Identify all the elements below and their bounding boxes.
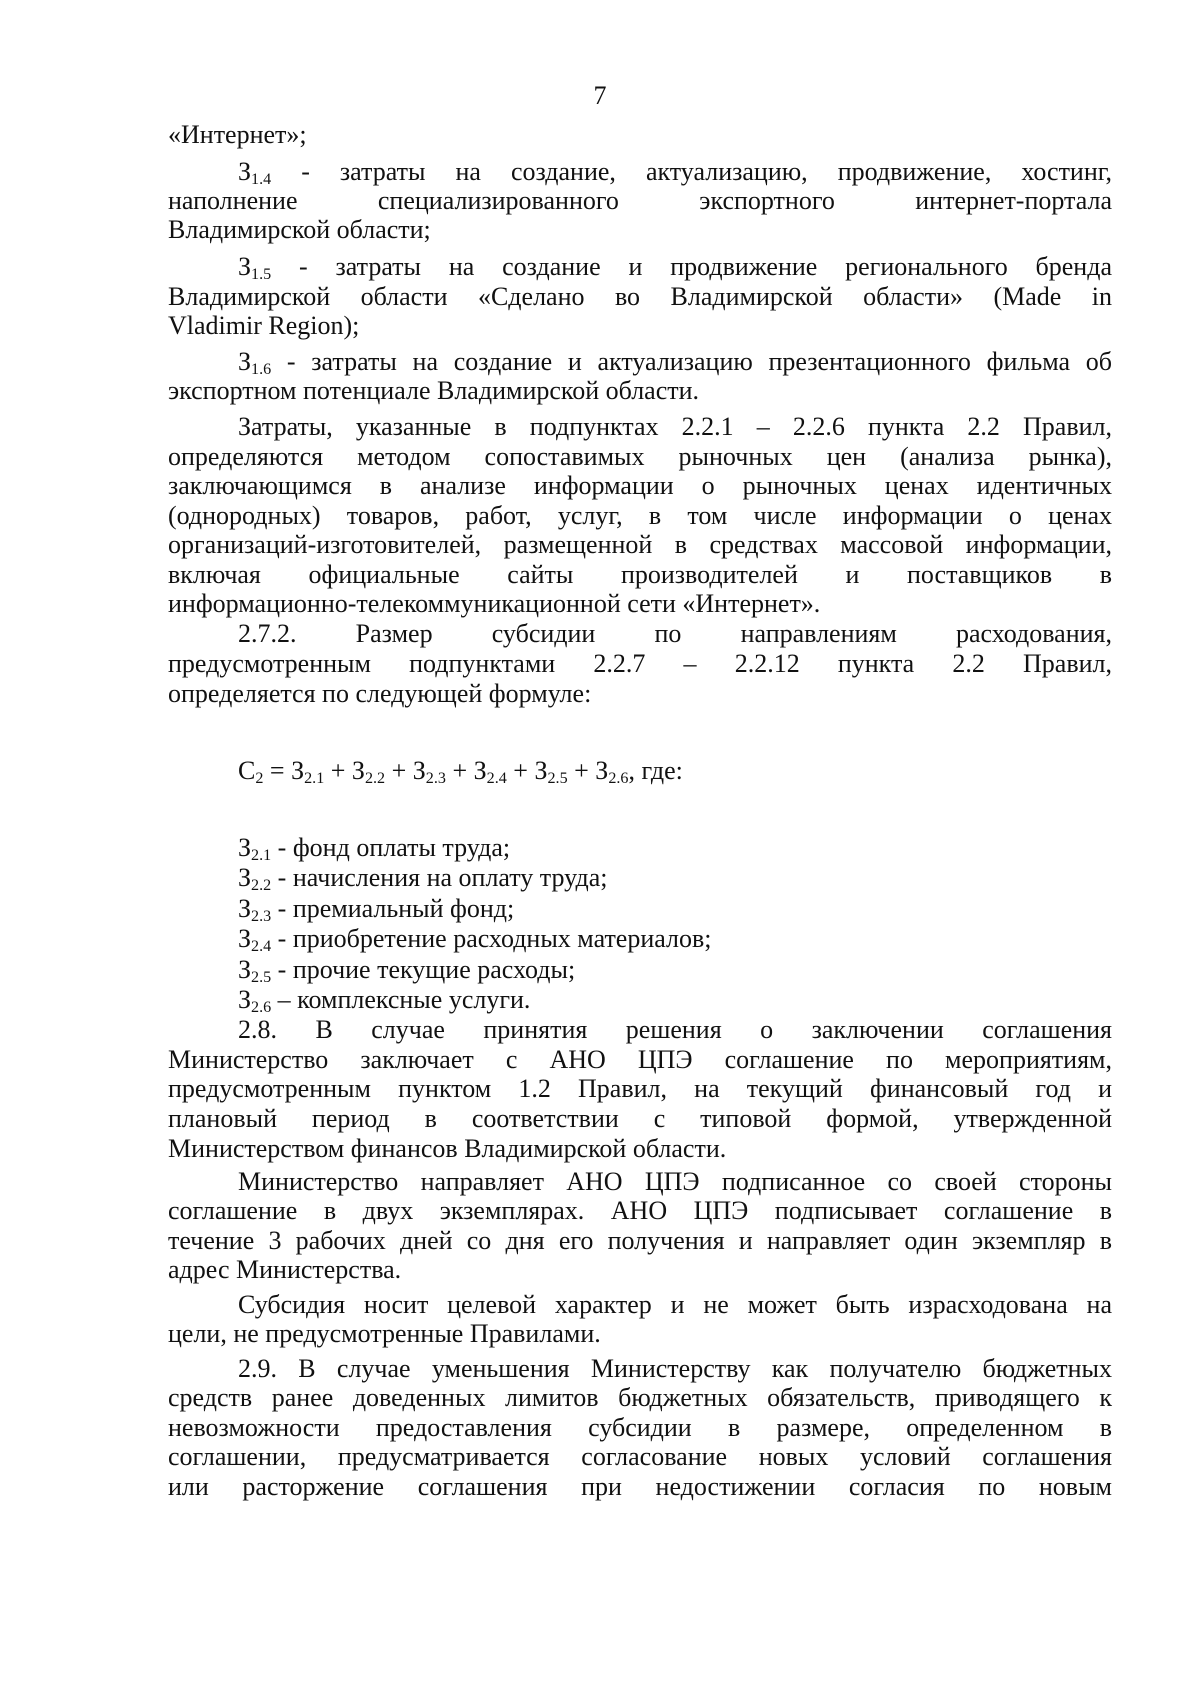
text-line: предусмотренным подпунктами 2.2.7 – 2.2.12 пункта 2.2 Правил, xyxy=(168,649,1112,678)
text-line: экспортном потенциале Владимирской области. xyxy=(168,376,700,405)
text-line: определяются методом сопоставимых рыночных цен (анализа рынка), xyxy=(168,442,1112,471)
text-line: $З_{2.5}$ - прочие текущие расходы; xyxy=(238,955,576,987)
text-line: 2.8. В случае принятия решения о заключении соглашения xyxy=(238,1015,1112,1044)
text-line: $З_{2.3}$ - премиальный фонд; xyxy=(238,894,515,926)
text-line: цели, не предусмотренные Правилами. xyxy=(168,1319,601,1348)
text-line: 2.7.2. Размер субсидии по направлениям расходования, xyxy=(238,619,1112,648)
text-line: плановый период в соответствии с типовой формой, утвержденной xyxy=(168,1104,1112,1133)
text-line: Владимирской области; xyxy=(168,215,431,244)
text-line: информационно-телекоммуникационной сети «Интернет». xyxy=(168,589,821,618)
text-line: $З_{2.6}$ – комплексные услуги. xyxy=(238,985,531,1017)
text-line: наполнение специализированного экспортного интернет-портала xyxy=(168,186,1112,215)
text-line: организаций-изготовителей, размещенной в средствах массовой информации, xyxy=(168,530,1112,559)
text-line: Vladimir Region); xyxy=(168,311,360,340)
text-line: включая официальные сайты производителей и поставщиков в xyxy=(168,560,1112,589)
formula: $С_2 = З_{2.1} + З_{2.2} + З_{2.3} + З_{2.4} + З_{2.5} + З_{2.6}$, где: xyxy=(238,756,683,788)
text-line: $З_{1.4}$ - затраты на создание, актуализацию, продвижение, хостинг, xyxy=(238,157,1112,189)
text-line: (однородных) товаров, работ, услуг, в том числе информации о ценах xyxy=(168,501,1112,530)
text-line: Затраты, указанные в подпунктах 2.2.1 – 2.2.6 пункта 2.2 Правил, xyxy=(238,412,1112,441)
text-line: Субсидия носит целевой характер и не может быть израсходована на xyxy=(238,1290,1112,1319)
text-line: «Интернет»; xyxy=(168,120,307,149)
text-line: определяется по следующей формуле: xyxy=(168,679,592,708)
text-line: течение 3 рабочих дней со дня его получения и направляет один экземпляр в xyxy=(168,1226,1112,1255)
text-line: $З_{1.6}$ - затраты на создание и актуализацию презентационного фильма об xyxy=(238,347,1112,379)
text-line: адрес Министерства. xyxy=(168,1255,402,1284)
text-line: Министерство направляет АНО ЦПЭ подписанное со своей стороны xyxy=(238,1167,1112,1196)
text-line: соглашение в двух экземплярах. АНО ЦПЭ подписывает соглашение в xyxy=(168,1196,1112,1225)
text-line: Министерство заключает с АНО ЦПЭ соглашение по мероприятиям, xyxy=(168,1045,1112,1074)
text-line: 2.9. В случае уменьшения Министерству как получателю бюджетных xyxy=(238,1354,1112,1383)
text-line: $З_{1.5}$ - затраты на создание и продвижение регионального бренда xyxy=(238,252,1112,284)
text-line: средств ранее доведенных лимитов бюджетных обязательств, приводящего к xyxy=(168,1383,1112,1412)
text-line: невозможности предоставления субсидии в размере, определенном в xyxy=(168,1413,1112,1442)
text-line: $З_{2.1}$ - фонд оплаты труда; xyxy=(238,833,511,865)
text-line: соглашении, предусматривается согласование новых условий соглашения xyxy=(168,1442,1112,1471)
text-line: $З_{2.2}$ - начисления на оплату труда; xyxy=(238,863,608,895)
page-number: 7 xyxy=(593,81,607,110)
text-line: заключающимся в анализе информации о рыночных ценах идентичных xyxy=(168,471,1112,500)
text-line: Министерством финансов Владимирской области. xyxy=(168,1134,727,1163)
text-line: предусмотренным пунктом 1.2 Правил, на текущий финансовый год и xyxy=(168,1074,1112,1103)
text-line: или расторжение соглашения при недостижении согласия по новым xyxy=(168,1472,1112,1501)
text-line: Владимирской области «Сделано во Владимирской области» (Made in xyxy=(168,282,1112,311)
text-line: $З_{2.4}$ - приобретение расходных материалов; xyxy=(238,924,712,956)
